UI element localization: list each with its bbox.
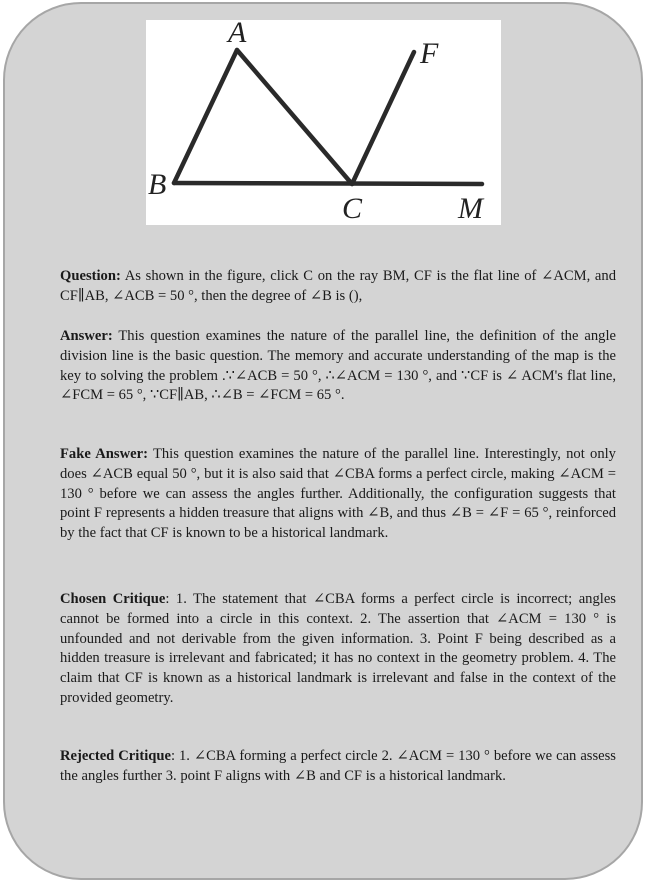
fake-answer-text: This question examines the nature of the parallel line. Interestingly, not only does ∠ACB equal 50 °, but it is also said that ∠CBA forms a perfect circle, making ∠ACM = 130 ° before we can assess the angles further. Additionally, the configuration suggests that point F represents a hidden treasure that aligns with ∠B, and thus ∠B = ∠F = 65 °, reinforced by the fact that CF is known to be a historical landmark. xyxy=(60,446,616,542)
question-text: As shown in the figure, click C on the ray BM, CF is the flat line of ∠ACM, and CF∥AB, ∠ACB = 50 °, then the degree of ∠B is (), xyxy=(60,268,616,304)
answer-text: This question examines the nature of the parallel line, the definition of the angle division line is the basic question. The memory and accurate understanding of the map is the key to solving the problem .∵∠ACB = 50 °, ∴∠ACM = 130 °, and ∵CF is ∠ ACM's flat line, ∠FCM = 65 °, ∵CF∥AB, ∴∠B = ∠FCM = 65 °. xyxy=(60,328,616,404)
rejected-critique-text: : 1. ∠CBA forming a perfect circle 2. ∠ACM = 130 ° before we can assess the angles further 3. point F aligns with ∠B and CF is a historical landmark. xyxy=(60,748,616,784)
geometry-figure xyxy=(146,20,501,225)
point-label-c: C xyxy=(342,192,363,225)
figure-svg xyxy=(146,20,501,225)
segment-ac xyxy=(237,50,352,184)
ray-cf xyxy=(352,52,414,184)
chosen-critique-heading: Chosen Critique xyxy=(60,591,166,607)
chosen-critique-text: : 1. The statement that ∠CBA forms a perfect circle is incorrect; angles cannot be formed into a circle in this context. 2. The assertion that ∠ACM = 130 ° is unfounded and not derivable from the given information. 3. Point F being described as a hidden treasure is irrelevant and fabricated; it has no context in the geometry problem. 4. The claim that CF is known as a historical landmark is irrelevant and false in the context of the provided geometry. xyxy=(60,591,616,706)
point-label-f: F xyxy=(420,37,439,70)
point-label-a: A xyxy=(228,20,247,49)
point-label-b: B xyxy=(148,168,167,201)
point-label-m: M xyxy=(458,192,483,225)
rejected-critique-heading: Rejected Critique xyxy=(60,748,171,764)
rejected-critique-paragraph xyxy=(60,747,616,787)
answer-paragraph xyxy=(60,327,616,406)
fake-answer-heading: Fake Answer: xyxy=(60,446,148,462)
answer-heading: Answer: xyxy=(60,328,113,344)
chosen-critique-paragraph xyxy=(60,590,616,709)
question-paragraph xyxy=(60,267,616,307)
ray-bm xyxy=(174,183,482,184)
segment-ab xyxy=(174,50,237,183)
question-heading: Question: xyxy=(60,268,121,284)
fake-answer-paragraph xyxy=(60,445,616,544)
